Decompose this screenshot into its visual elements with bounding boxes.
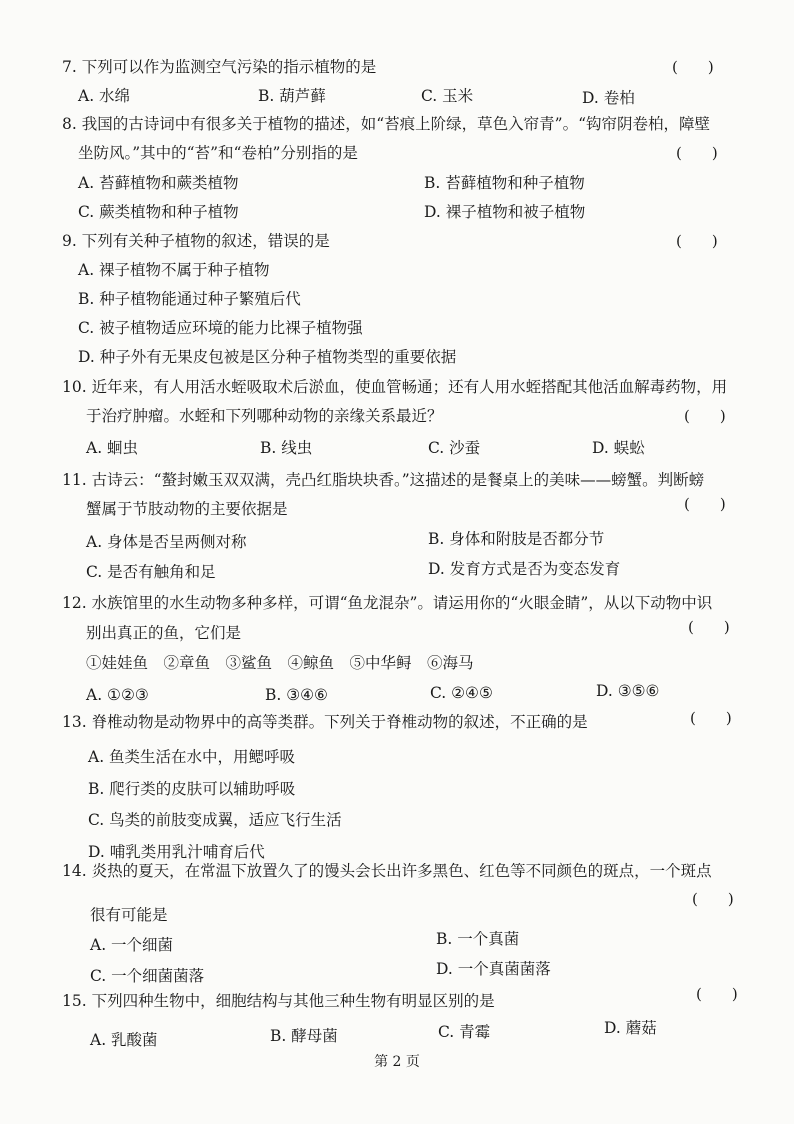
- question-8-stem-line-1: 8. 我国的古诗词中有很多关于植物的描述，如“苔痕上阶绿，草色入帘青”。“钩帘阴卷柏，障壁: [62, 115, 710, 133]
- question-9-stem: 9. 下列有关种子植物的叙述，错误的是: [62, 232, 330, 250]
- q7-option-a: A. 水绵: [78, 87, 131, 105]
- q11-option-c: C. 是否有触角和足: [86, 563, 216, 581]
- q8-option-c: C. 蕨类植物和种子植物: [78, 203, 239, 221]
- q10-option-b: B. 线虫: [260, 439, 313, 457]
- q7-option-d: D. 卷柏: [582, 89, 635, 107]
- answer-bracket-11[interactable]: ( ): [684, 495, 726, 513]
- question-12-stem-line-1: 12. 水族馆里的水生动物多种多样，可谓“鱼龙混杂”。请运用你的“火眼金睛”，从以下动物中识: [62, 594, 713, 612]
- q13-option-b: B. 爬行类的皮肤可以辅助呼吸: [88, 780, 296, 798]
- answer-bracket-14[interactable]: ( ): [692, 890, 734, 908]
- q11-option-a: A. 身体是否呈两侧对称: [86, 533, 247, 551]
- q9-option-b: B. 种子植物能通过种子繁殖后代: [78, 290, 301, 308]
- q13-option-a: A. 鱼类生活在水中，用鳃呼吸: [88, 748, 296, 766]
- q10-option-a: A. 蛔虫: [86, 439, 139, 457]
- q15-option-d: D. 蘑菇: [604, 1019, 657, 1037]
- question-12-stem-line-2: 别出真正的鱼，它们是: [86, 624, 242, 642]
- question-10-stem-line-1: 10. 近年来，有人用活水蛭吸取术后淤血，使血管畅通；还有人用水蛭搭配其他活血解毒药物，用: [62, 378, 728, 396]
- q14-option-c: C. 一个细菌菌落: [90, 967, 205, 985]
- q14-option-d: D. 一个真菌菌落: [436, 960, 551, 978]
- q13-option-d: D. 哺乳类用乳汁哺育后代: [88, 843, 265, 861]
- q12-option-a: A. ①②③: [86, 686, 149, 704]
- question-7-stem: 7. 下列可以作为监测空气污染的指示植物的是: [62, 58, 377, 76]
- question-10-stem-line-2: 于治疗肿瘤。水蛭和下列哪种动物的亲缘关系最近？: [86, 407, 443, 425]
- q8-option-d: D. 裸子植物和被子植物: [424, 203, 586, 221]
- answer-bracket-8[interactable]: ( ): [676, 144, 718, 162]
- q13-option-c: C. 鸟类的前肢变成翼，适应飞行生活: [88, 811, 342, 829]
- answer-bracket-10[interactable]: ( ): [684, 407, 726, 425]
- q11-option-b: B. 身体和附肢是否都分节: [428, 530, 605, 548]
- q7-option-c: C. 玉米: [421, 87, 474, 105]
- q12-animal-list: ①娃娃鱼 ②章鱼 ③鲨鱼 ④鲸鱼 ⑤中华鲟 ⑥海马: [86, 654, 474, 672]
- question-8-stem-line-2: 坐防风。”其中的“苔”和“卷柏”分别指的是: [78, 144, 358, 162]
- question-15-stem: 15. 下列四种生物中，细胞结构与其他三种生物有明显区别的是: [62, 992, 495, 1010]
- question-14-stem-line-2: 很有可能是: [90, 906, 168, 924]
- q8-option-a: A. 苔藓植物和蕨类植物: [78, 174, 239, 192]
- q15-option-b: B. 酵母菌: [270, 1027, 338, 1045]
- answer-bracket-9[interactable]: ( ): [676, 232, 718, 250]
- q12-option-c: C. ②④⑤: [430, 684, 493, 702]
- q12-option-b: B. ③④⑥: [265, 686, 328, 704]
- q9-option-c: C. 被子植物适应环境的能力比裸子植物强: [78, 319, 363, 337]
- q14-option-b: B. 一个真菌: [436, 930, 520, 948]
- question-11-stem-line-1: 11. 古诗云：“螯封嫩玉双双满，壳凸红脂块块香。”这描述的是餐桌上的美味——螃蟹。判断螃: [62, 471, 705, 489]
- question-14-stem-line-1: 14. 炎热的夏天，在常温下放置久了的馒头会长出许多黑色、红色等不同颜色的斑点，一个斑点: [62, 862, 712, 880]
- page-number: 第 2 页: [374, 1054, 420, 1070]
- q10-option-c: C. 沙蚕: [428, 439, 481, 457]
- answer-bracket-13[interactable]: ( ): [690, 709, 732, 727]
- answer-bracket-15[interactable]: ( ): [696, 985, 738, 1003]
- q9-option-d: D. 种子外有无果皮包被是区分种子植物类型的重要依据: [78, 348, 457, 366]
- q11-option-d: D. 发育方式是否为变态发育: [428, 560, 621, 578]
- q15-option-c: C. 青霉: [438, 1023, 491, 1041]
- q10-option-d: D. 蜈蚣: [592, 439, 645, 457]
- question-13-stem: 13. 脊椎动物是动物界中的高等类群。下列关于脊椎动物的叙述，不正确的是: [62, 713, 588, 731]
- question-11-stem-line-2: 蟹属于节肢动物的主要依据是: [86, 500, 288, 518]
- q7-option-b: B. 葫芦藓: [258, 87, 326, 105]
- q9-option-a: A. 裸子植物不属于种子植物: [78, 261, 270, 279]
- answer-bracket-7[interactable]: ( ): [672, 58, 714, 76]
- q8-option-b: B. 苔藓植物和种子植物: [424, 174, 585, 192]
- q12-option-d: D. ③⑤⑥: [596, 682, 660, 700]
- q15-option-a: A. 乳酸菌: [90, 1031, 158, 1049]
- q14-option-a: A. 一个细菌: [90, 936, 174, 954]
- answer-bracket-12[interactable]: ( ): [688, 618, 730, 636]
